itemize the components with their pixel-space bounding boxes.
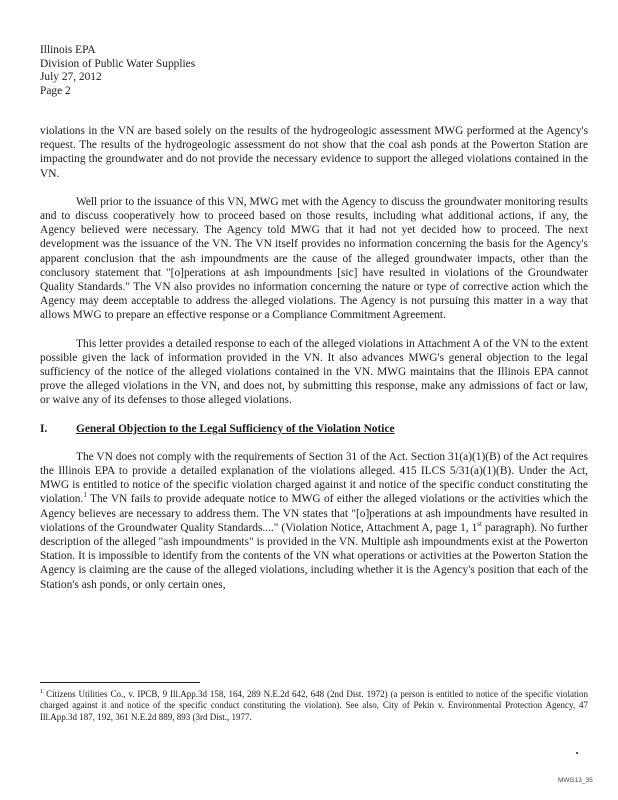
paragraph-3: This letter provides a detailed response to each of the alleged violations in Attachment A of the VN to the extent possible given the lack of information provided in the VN. It also advances MWG's general objection to the legal sufficiency of the notice of the alleged violations contained in the VN. MWG maintains that the Illinois EPA cannot prove the alleged violations in the VN, and does not, by submitting this response, make any admissions of fact or law, or waive any of its defenses to those alleged violations. [40,337,588,407]
recipient-division: Division of Public Water Supplies [40,57,196,70]
letter-body [40,124,588,606]
bates-stamp: MWG13_35 [558,777,593,784]
scan-speck [576,752,578,754]
paragraph-4-part2: The VN fails to provide adequate notice to MWG of either the alleged violations or the activities which the Agency believes are necessary to address them. The VN states that "[o]perations at ash impoundments have resulted in violations of the Groundwater Quality Standards...." (Violation Notice, Attachment A, page 1, 1 [40,493,588,534]
paragraph-2: Well prior to the issuance of this VN, MWG met with the Agency to discuss the groundwater monitoring results and to discuss cooperatively how to proceed based on those results, including what additional actions, if any, the Agency believed were necessary. The Agency told MWG that it had not yet decided how to proceed. The next development was the issuance of the VN. The VN itself provides no information concerning the basis for the Agency's apparent conclusion that the ash impoundments are the cause of the alleged groundwater impacts, other than the conclusory statement that "[o]perations at ash impoundments [sic] have resulted in violations of the Groundwater Quality Standards." The VN also provides no information concerning the nature or type of corrective action which the Agency may deem acceptable to address the alleged violations. The Agency is not pursuing this matter in a way that allows MWG to prepare an effective response or a Compliance Commitment Agreement. [40,195,588,322]
footnote [40,686,588,723]
paragraph-1: violations in the VN are based solely on the results of the hydrogeologic assessment MWG performed at the Agency's request. The results of the hydrogeologic assessment do not show that the coal ash ponds at the Powerton Station are impacting the groundwater and do not provide the necessary evidence to support the alleged violations contained in the VN. [40,125,588,180]
footnote-divider [40,682,200,683]
paragraph-4-part1: The VN does not comply with the requirements of Section 31 of the Act. Section 31(a)(1)(B) of the Act requires the Illinois EPA to provide a detailed explanation of the violations alleged. 415 ILCS 5/31(a)(1)(B). Under the Act, MWG is entitled to notice of the specific violation charged against it and notice of the specific conduct constituting the violation. [40,450,588,506]
footnote-reference: 1 [83,491,87,500]
paragraph-4-part3: paragraph). No further description of the alleged "ash impoundments" is provided in the VN. Multiple ash impoundments exist at the Powerton Station. It is impossible to identify from the contents of the VN what operations or activities at the Powerton Station the Agency is claiming are the cause of the alleged violations, including whether it is the Agency's position that each of the Station's ash ponds, or only certain ones, [40,521,588,591]
ordinal-suffix: st [477,520,482,529]
section-heading [40,422,588,436]
paragraph-4 [40,450,588,592]
letter-header [40,44,195,98]
page-number: Page 2 [40,84,71,97]
section-number: I. [40,422,48,435]
recipient-agency: Illinois EPA [40,44,96,56]
letter-date: July 27, 2012 [40,71,102,84]
footnote-mark: 1 [40,688,44,695]
section-title: General Objection to the Legal Sufficiency of the Violation Notice [76,422,395,435]
footnote-text: Citizens Utilities Co., v. IPCB, 9 Ill.App.3d 158, 164, 289 N.E.2d 642, 648 (2nd Dist. 1972) (a person is entitled to notice of the specific violation charged against it and notice of the specific conduct constituting the violation). See also, City of Pekin v. Environmental Protection Agency, 47 Ill.App.3d 187, 192, 361 N.E.2d 889, 893 (3rd Dist., 1977. [40,689,589,722]
